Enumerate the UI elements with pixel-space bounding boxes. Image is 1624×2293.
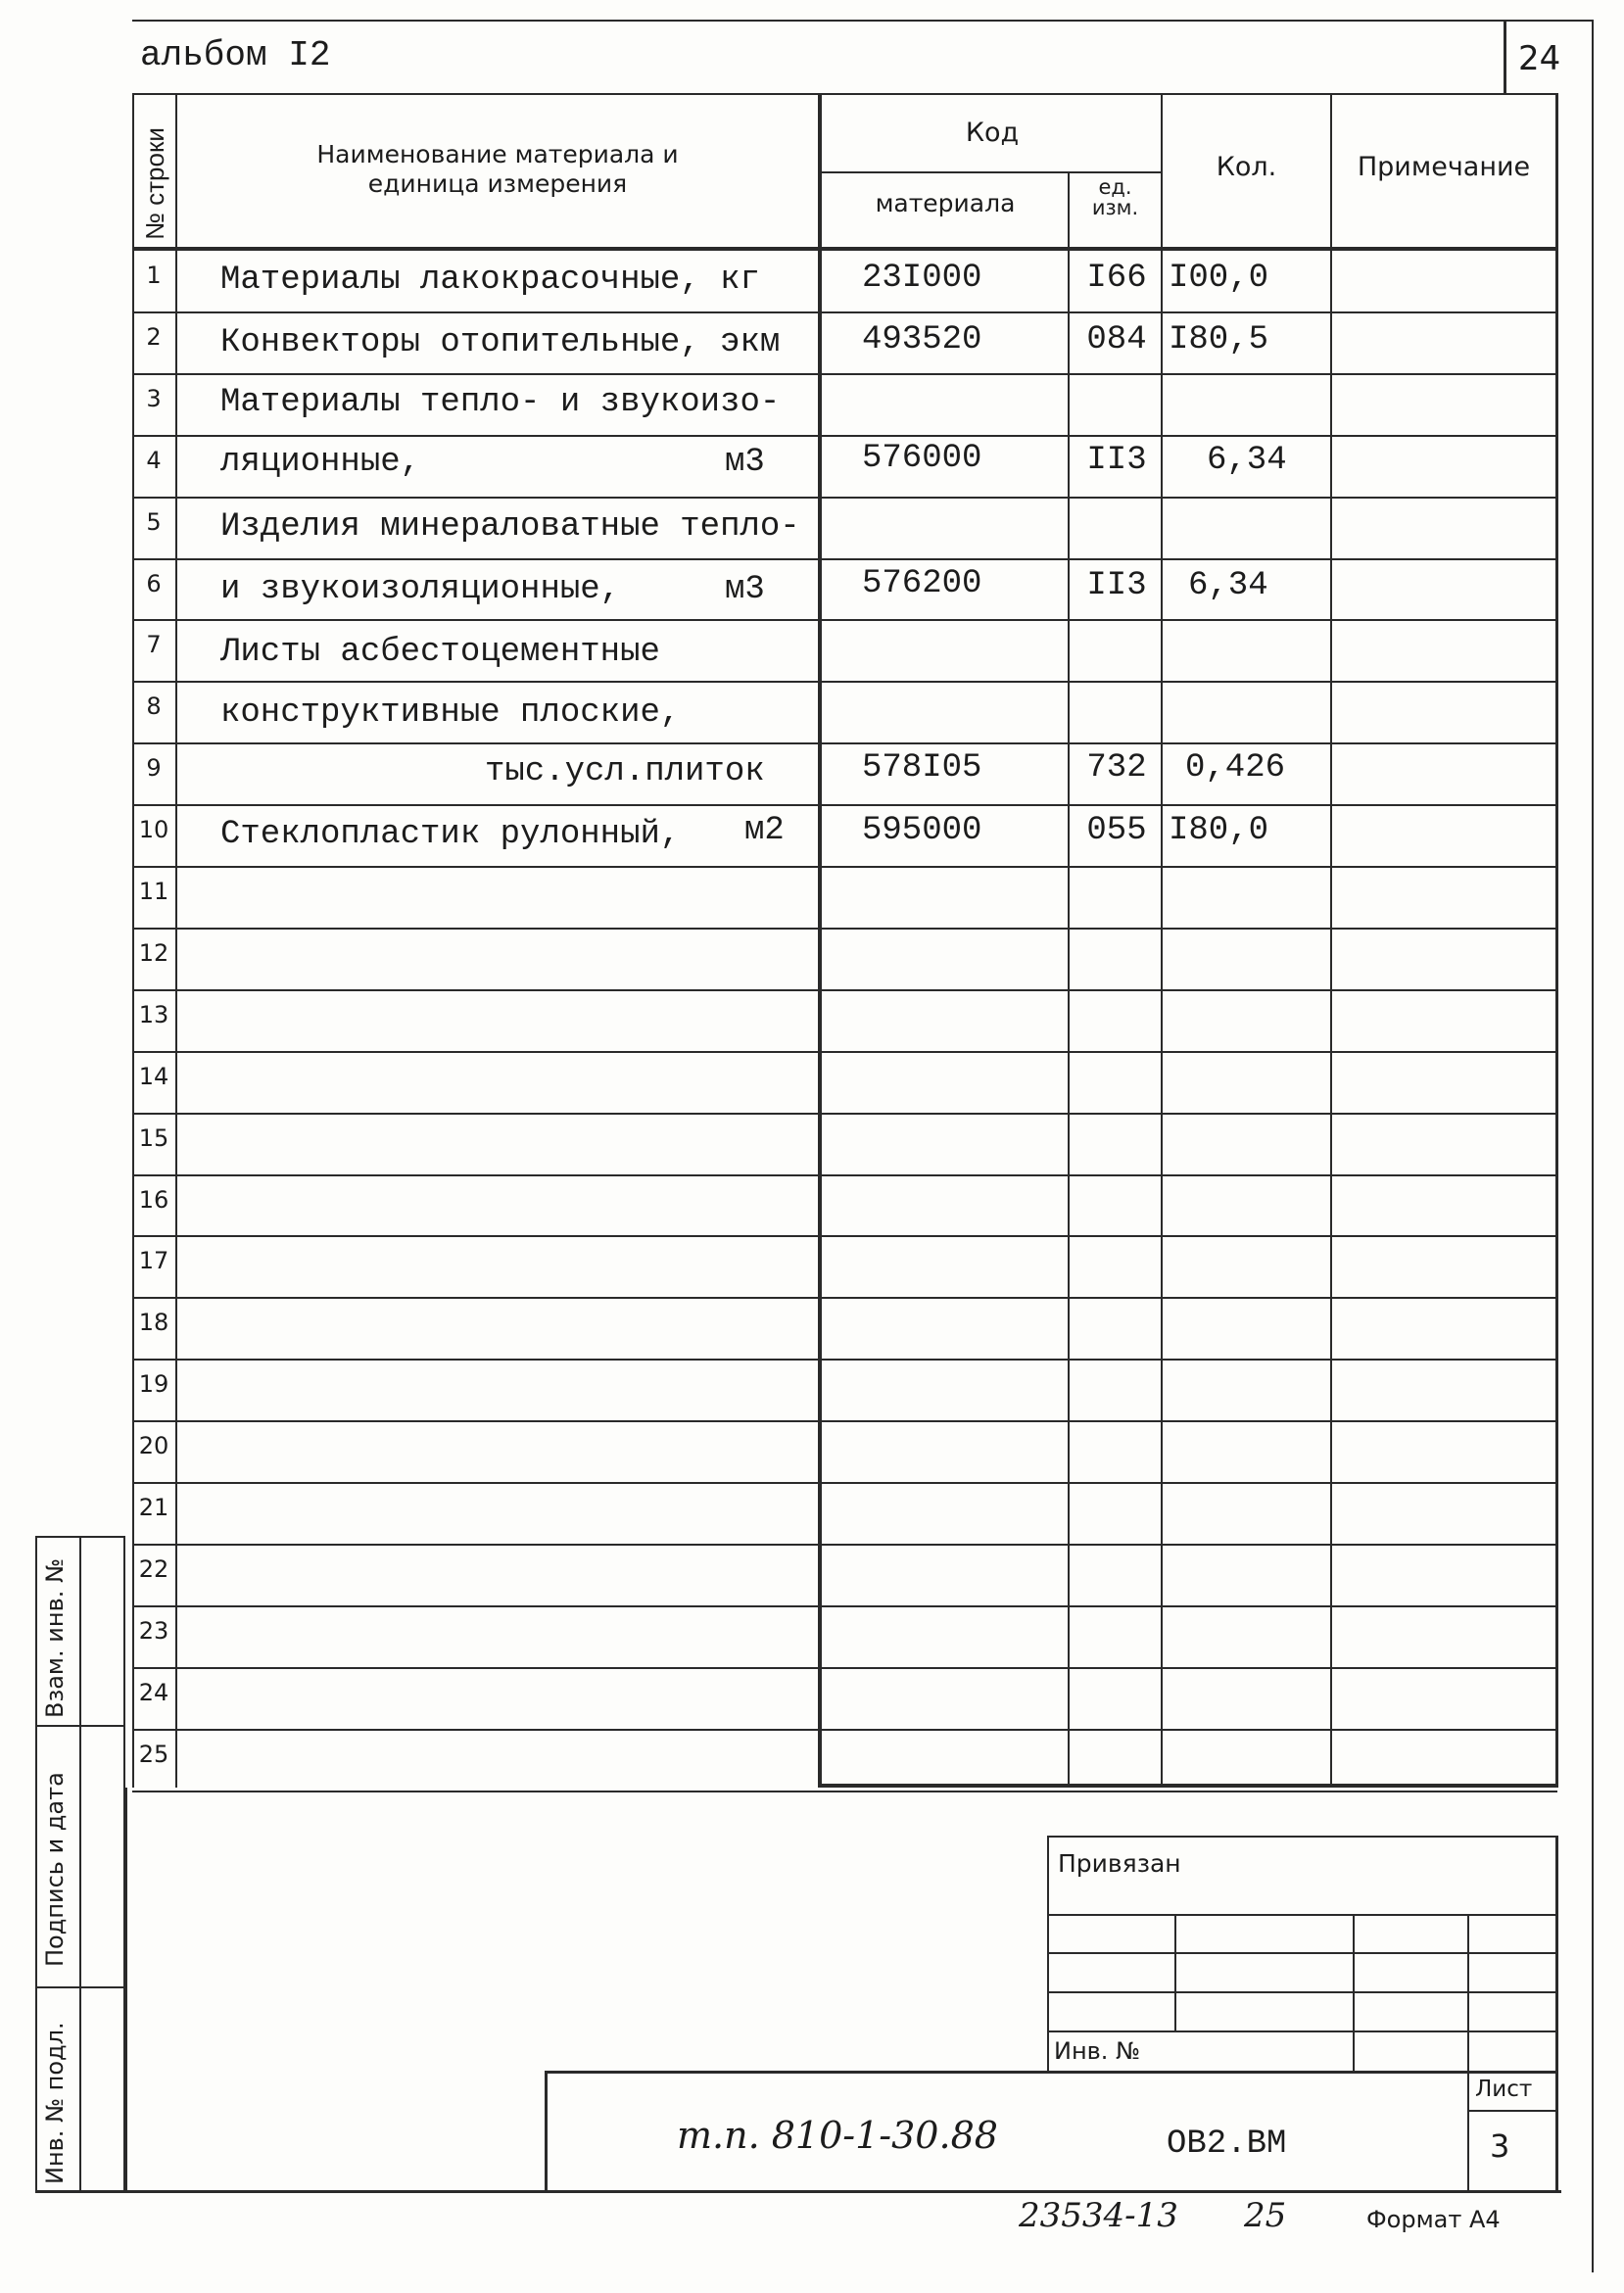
- row-divider: [132, 1359, 1557, 1361]
- row-number: 17: [138, 1247, 169, 1275]
- row-number: 14: [138, 1062, 169, 1090]
- row-divider: [132, 1420, 1557, 1422]
- list-label: Лист: [1475, 2077, 1533, 2102]
- row-8-name: конструктивные плоские,: [220, 694, 681, 732]
- row-divider: [132, 1235, 1557, 1237]
- row-number: 19: [138, 1370, 169, 1399]
- row-divider: [132, 742, 1557, 744]
- row-number: 22: [138, 1554, 169, 1583]
- header-code: Код: [965, 118, 1020, 148]
- bottom-frame-line: [35, 2190, 1561, 2193]
- header-code-material: материала: [875, 189, 1016, 217]
- row-2-code: 493520: [862, 321, 982, 358]
- row-1-code: 23I000: [862, 260, 982, 297]
- row-divider: [132, 1605, 1557, 1607]
- row-number: 18: [138, 1309, 169, 1337]
- row-divider: [132, 311, 1557, 313]
- top-border: [132, 20, 1592, 22]
- header-qty: Кол.: [1216, 152, 1277, 182]
- row-6-name: и звукоизоляционные,: [220, 571, 621, 608]
- row-9-unit: 732: [1086, 749, 1147, 787]
- row-divider: [132, 866, 1557, 868]
- row-5-name: Изделия минераловатные тепло-: [220, 508, 800, 546]
- footer-page-number: 25: [1244, 2196, 1287, 2235]
- row-6-unit: II3: [1086, 567, 1147, 604]
- header-code-unit: ед. изм.: [1091, 175, 1139, 219]
- row-number: 15: [138, 1123, 169, 1152]
- row-divider: [132, 989, 1557, 991]
- row-divider: [132, 1051, 1557, 1053]
- row-divider: [132, 1791, 1557, 1792]
- row-divider: [132, 681, 1557, 683]
- project-number: т.п. 810-1-30.88: [677, 2114, 998, 2157]
- row-number: 11: [138, 878, 169, 905]
- row-divider: [132, 1667, 1557, 1669]
- row-number: 2: [146, 322, 162, 351]
- row-10-name: Стеклопластик рулонный,: [220, 816, 681, 853]
- row-1-qty: I00,0: [1169, 260, 1269, 297]
- row-number: 4: [146, 446, 162, 474]
- row-10-code: 595000: [862, 812, 982, 849]
- row-9-name: тыс.усл.плиток: [485, 753, 765, 790]
- row-divider: [132, 804, 1557, 806]
- row-6-qty: 6,34: [1188, 567, 1268, 604]
- row-9-qty: 0,426: [1185, 749, 1286, 787]
- materials-table: [132, 93, 1557, 1788]
- row-number: 6: [146, 569, 162, 597]
- header-row-no: № строки: [140, 127, 169, 240]
- row-1-unit: I66: [1086, 260, 1147, 297]
- row-number: 20: [138, 1432, 169, 1460]
- row-number: 7: [146, 631, 162, 659]
- row-6-name-unit: м3: [725, 571, 765, 608]
- row-divider: [132, 373, 1557, 375]
- row-number: 21: [138, 1494, 169, 1521]
- title-block: [545, 1836, 1558, 2190]
- row-9-code: 578I05: [862, 749, 982, 787]
- right-page-edge: [1592, 20, 1594, 2272]
- row-number: 1: [146, 262, 162, 289]
- row-number: 3: [146, 384, 162, 412]
- row-number: 24: [138, 1678, 169, 1706]
- row-10-unit: 055: [1086, 812, 1147, 849]
- row-2-unit: 084: [1086, 321, 1147, 358]
- row-number: 10: [138, 816, 169, 844]
- row-divider: [132, 1729, 1557, 1731]
- row-10-name-unit: м2: [744, 812, 785, 849]
- footer-number: 23534-13: [1019, 2196, 1178, 2235]
- row-divider: [132, 1297, 1557, 1299]
- row-divider: [132, 1482, 1557, 1484]
- row-number: 9: [146, 754, 162, 783]
- row-number: 5: [146, 507, 162, 536]
- row-number: 23: [138, 1616, 169, 1645]
- row-divider: [132, 497, 1557, 499]
- inv-no-label: Инв. №: [1054, 2037, 1141, 2065]
- row-4-code: 576000: [862, 440, 982, 477]
- document-code: ОВ2.ВМ: [1167, 2126, 1287, 2163]
- row-2-name: Конвекторы отопительные, экм: [220, 324, 781, 361]
- row-3-name: Материалы тепло- и звукоизо-: [220, 384, 781, 421]
- row-6-code: 576200: [862, 565, 982, 602]
- sheet-number-divider: [1504, 20, 1506, 93]
- side-label-inv-podl: Инв. № подл.: [41, 2022, 69, 2184]
- row-7-name: Листы асбестоцементные: [220, 634, 660, 671]
- row-4-unit: II3: [1086, 442, 1147, 479]
- row-4-qty: 6,34: [1207, 442, 1287, 479]
- side-strip: [35, 1536, 125, 2192]
- sheet-number: 24: [1518, 39, 1561, 78]
- row-divider: [132, 1113, 1557, 1115]
- row-4-name: ляционные,: [220, 444, 421, 481]
- album-label: альбом I2: [140, 35, 331, 75]
- row-divider: [132, 1174, 1557, 1176]
- row-1-name: Материалы лакокрасочные, кг: [220, 262, 760, 299]
- row-divider: [132, 558, 1557, 560]
- row-divider: [132, 435, 1557, 437]
- row-10-qty: I80,0: [1169, 812, 1269, 849]
- row-divider: [132, 928, 1557, 930]
- row-4-name-unit: м3: [725, 444, 765, 481]
- row-number: 13: [138, 1000, 169, 1028]
- row-2-qty: I80,5: [1169, 321, 1269, 358]
- header-name: Наименование материала и единица измерения: [316, 140, 679, 198]
- row-number: 8: [146, 693, 162, 721]
- row-number: 16: [138, 1185, 169, 1214]
- row-divider: [132, 1544, 1557, 1546]
- side-label-podpis: Подпись и дата: [41, 1772, 69, 1967]
- format-label: Формат А4: [1366, 2206, 1501, 2233]
- row-number: 12: [138, 938, 169, 967]
- row-divider: [132, 619, 1557, 621]
- side-label-vzam: Взам. инв. №: [41, 1558, 69, 1718]
- header-note: Примечание: [1357, 152, 1531, 182]
- row-number: 25: [138, 1740, 169, 1768]
- privyazan-label: Привязан: [1058, 1849, 1181, 1878]
- list-value: 3: [1490, 2127, 1510, 2165]
